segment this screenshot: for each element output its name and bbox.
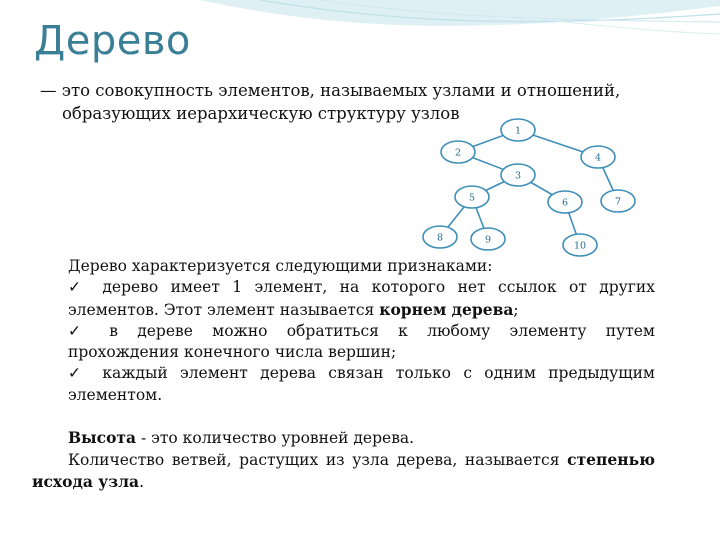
tree-node-label: 2	[454, 147, 462, 159]
degree-term-part-2: исхода узла	[32, 472, 140, 491]
checkmark-icon: ✓	[68, 278, 81, 297]
feature-item-1-line-2: элементов. Этот элемент называется корнем дерева;	[68, 299, 519, 319]
degree-term-part-1: степенью	[567, 450, 655, 469]
tree-node-5	[455, 186, 489, 208]
tree-node-label: 5	[468, 192, 476, 204]
tree-node-label: 4	[594, 152, 602, 164]
tree-node-8	[423, 226, 457, 248]
tree-node-label: 1	[514, 125, 522, 137]
definitions-footer	[32, 427, 655, 493]
definition-line-2: образующих иерархическую структуру узлов	[62, 104, 460, 123]
feature-item-1-line-1: ✓ дерево имеет 1 элемент, на которого нет ссылок от других	[68, 277, 655, 298]
tree-diagram	[400, 115, 660, 260]
checkmark-icon: ✓	[68, 321, 81, 340]
tree-node-1	[501, 119, 535, 141]
checkmark-icon: ✓	[68, 364, 81, 383]
degree-definition-line-1: Количество ветвей, растущих из узла дерева, называется степенью	[68, 450, 655, 469]
tree-node-label: 3	[514, 170, 522, 182]
tree-node-4	[581, 146, 615, 168]
degree-definition-line-2: исхода узла.	[32, 472, 145, 491]
height-definition: Высота - это количество уровней дерева.	[68, 428, 415, 447]
features-text	[68, 256, 655, 406]
tree-node-label: 6	[561, 197, 569, 209]
tree-node-label: 9	[484, 234, 492, 246]
feature-item-2-line-2: прохождения конечного числа вершин;	[68, 343, 397, 362]
tree-node-label: 7	[614, 196, 622, 208]
features-intro: Дерево характеризуется следующими признаками:	[68, 257, 493, 275]
root-term: корнем дерева	[379, 299, 514, 319]
tree-node-3	[501, 164, 535, 186]
feature-item-3-line-1: ✓ каждый элемент дерева связан только с одним предыдущим	[68, 363, 655, 384]
tree-node-6	[548, 191, 582, 213]
tree-node-label: 8	[436, 232, 444, 244]
slide-title: Дерево	[34, 18, 191, 64]
tree-node-10	[563, 234, 597, 256]
definition-line-1: — это совокупность элементов, называемых узлами и отношений,	[40, 81, 621, 100]
tree-node-label: 10	[573, 240, 587, 252]
height-term: Высота	[68, 428, 137, 447]
feature-item-3-line-2: элементом.	[68, 385, 163, 404]
tree-node-9	[471, 228, 505, 250]
tree-node-2	[441, 141, 475, 163]
tree-node-7	[601, 190, 635, 212]
feature-item-2-line-1: ✓ в дереве можно обратиться к любому элементу путем	[68, 321, 655, 342]
